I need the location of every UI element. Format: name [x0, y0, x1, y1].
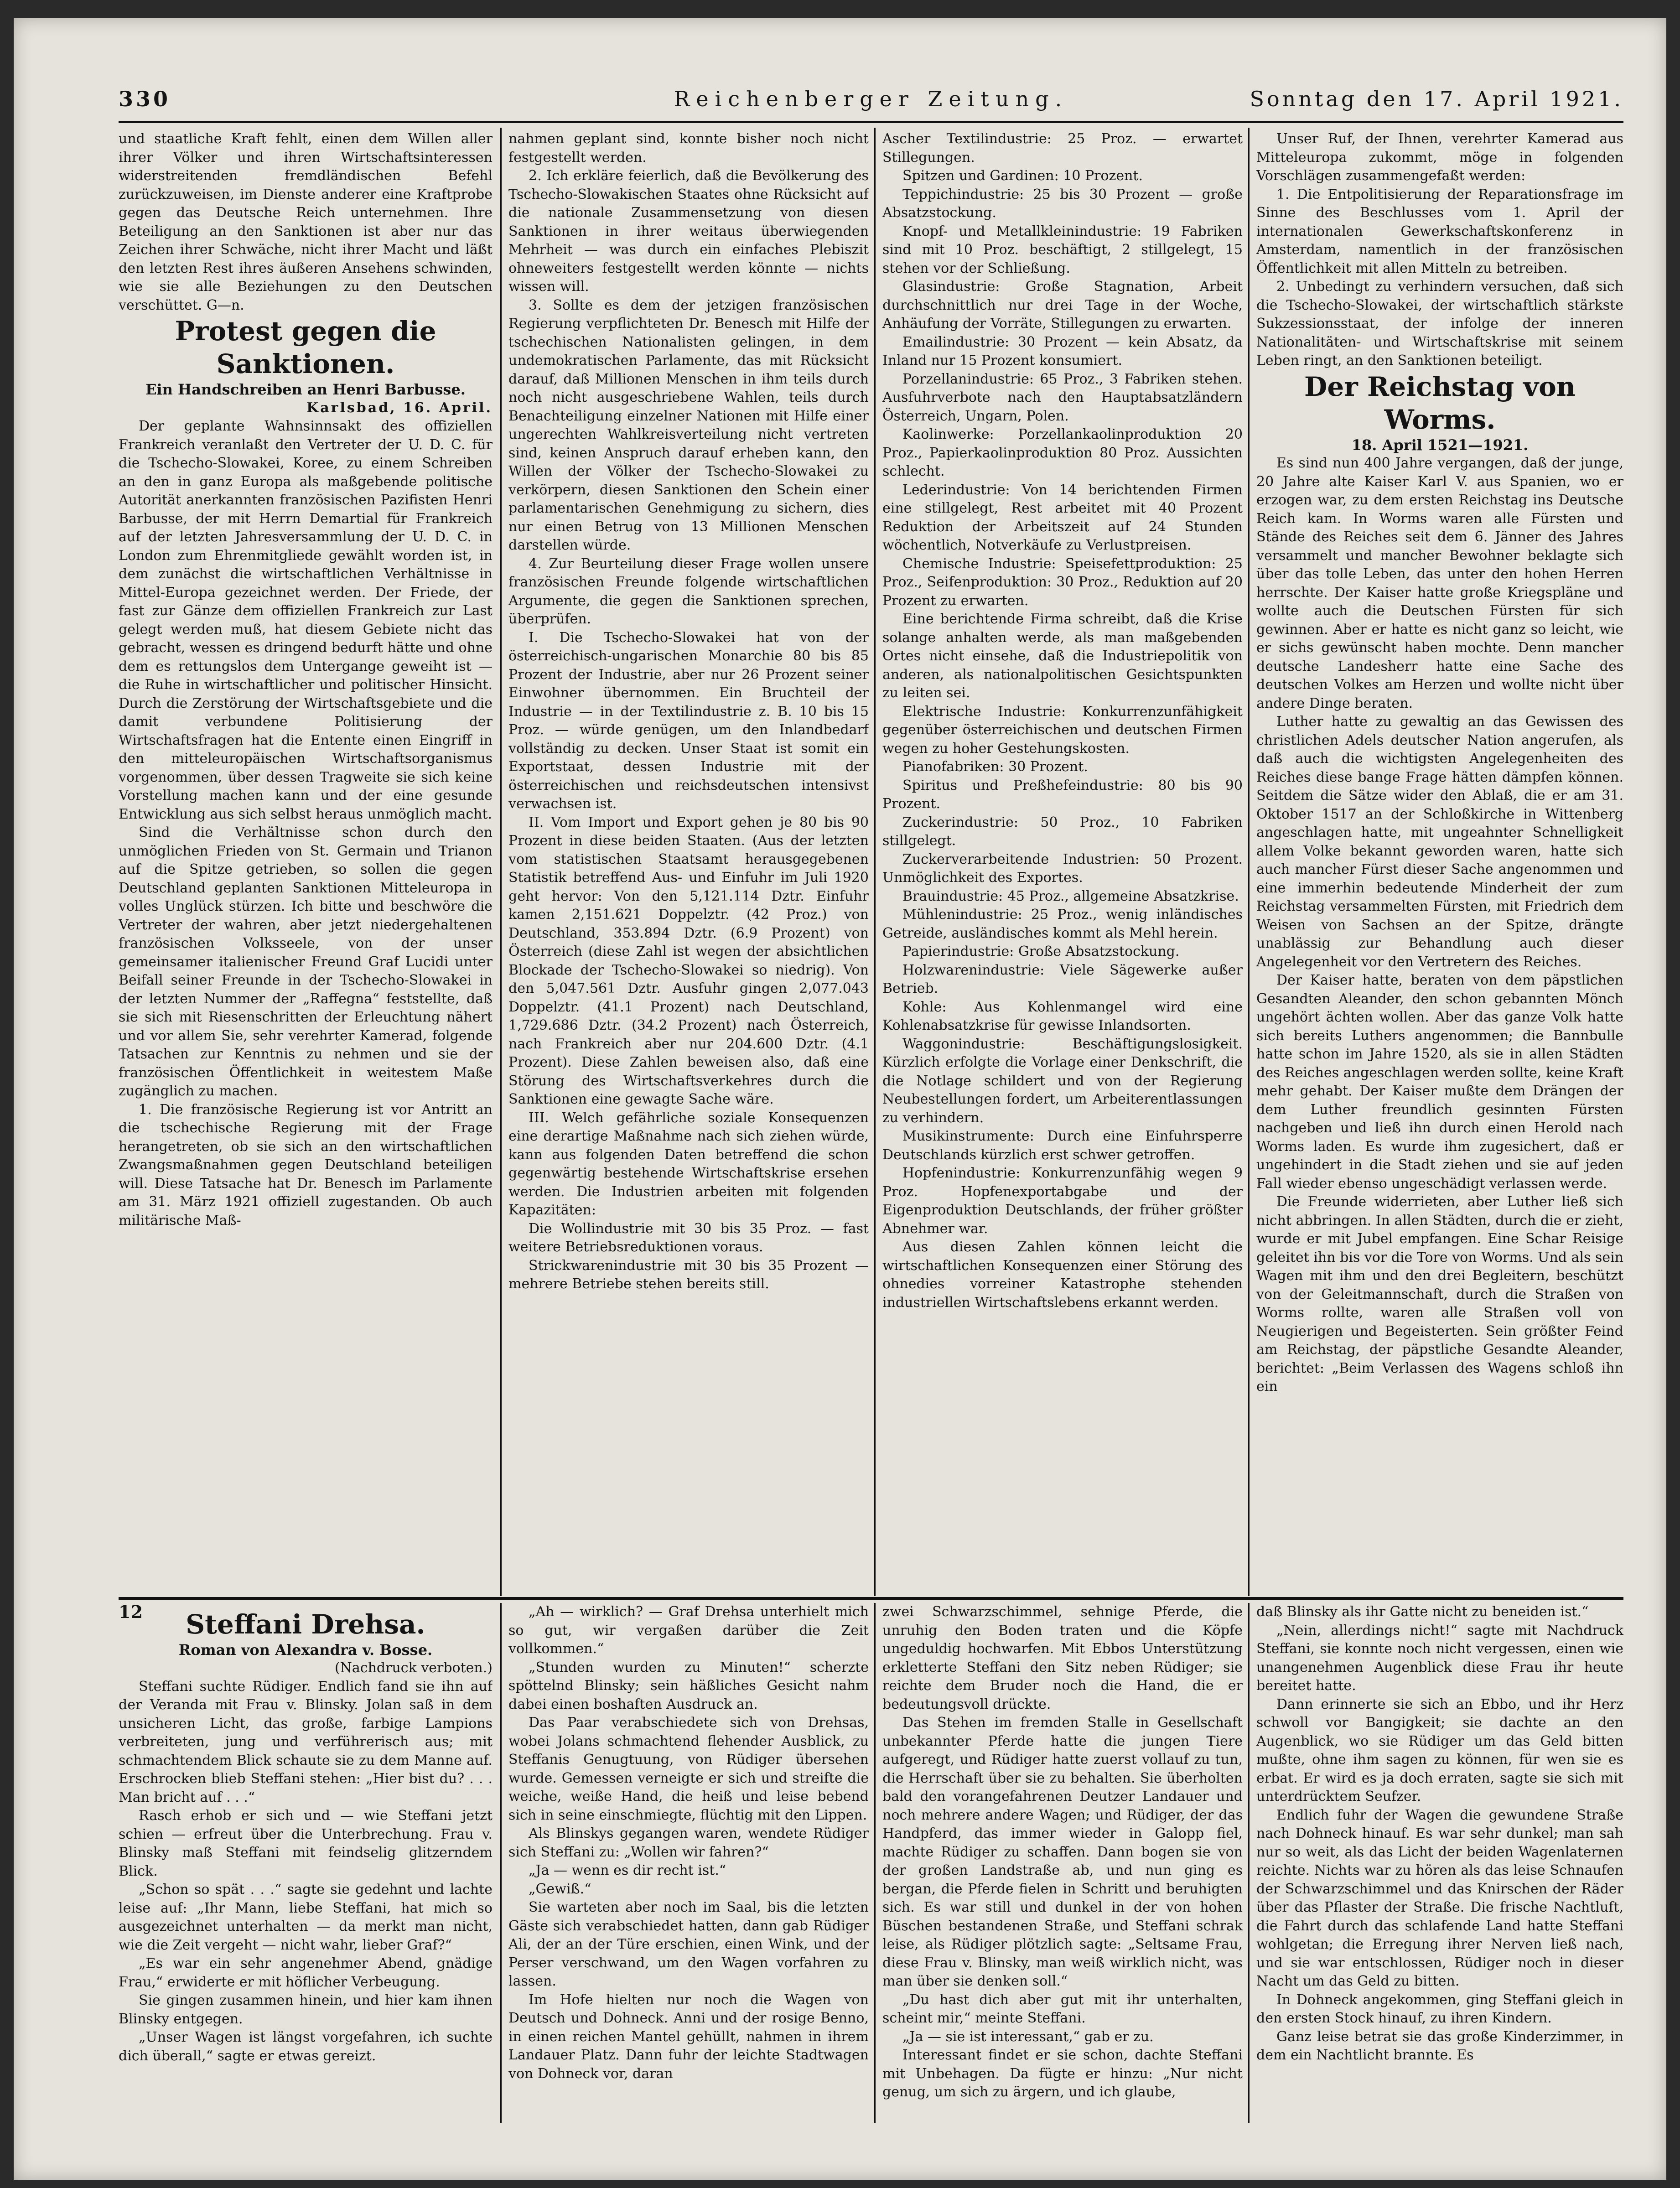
masthead-rule — [119, 121, 1623, 123]
article-paragraph: Teppichindustrie: 25 bis 30 Prozent — große Absatzstockung. — [882, 186, 1243, 221]
article-paragraph: Holzwarenindustrie: Viele Sägewerke außer Betrieb. — [882, 962, 1243, 996]
article-paragraph: nahmen geplant sind, konnte bisher noch nicht festgestellt werden. — [508, 131, 869, 166]
article-column-1 — [119, 130, 493, 1594]
article-paragraph: Kaolinwerke: Porzellankaolinproduktion 20 Proz., Papierkaolinproduktion 80 Proz. Aussichten schlecht. — [882, 426, 1243, 479]
feuilleton-rule — [119, 1597, 1623, 1600]
article-paragraph: Porzellanindustrie: 65 Proz., 3 Fabriken stehen. Ausfuhrverbote nach den Hauptabsatzländern Österreich, Ungarn, Polen. — [882, 371, 1243, 424]
article-column-3 — [882, 130, 1243, 1594]
article-paragraph: I. Die Tschecho-Slowakei hat von der österreichisch-ungarischen Monarchie 80 bis 85 Prozent der Industrie, aber nur 26 Prozent seiner Einwohner übernommen. Ein Bruchteil der Industrie — in der Textilindustrie z. B. 10 bis 15 Proz. — würde genügen, um den Inlandbedarf vollständig zu decken. Unser Staat ist somit ein Exportstaat, dessen Industrie mit der österreichischen und reichsdeutschen intensivst verwachsen ist. — [508, 629, 869, 812]
article-paragraph: 3. Sollte es dem der jetzigen französischen Regierung verpflichteten Dr. Benesch mit Hilfe der tschechischen Nationalisten gelingen, in dem undemokratischen Parlamente, das mit Rücksicht darauf, daß Millionen Menschen in ihm teils durch noch nicht ausgeschriebene Wahlen, teils durch Benachteiligung einzelner Nationen mit Hilfe einer ungerechten Wahlkreisverteilung nicht vertreten sind, keinen Anspruch darauf erheben kann, den Willen der Völker der Tschecho-Slowakei zu verkörpern, diesen Sanktionen den Schein einer parlamentarischen Genehmigung zu sichern, dies nur einen Betrug von 13 Millionen Menschen darstellen würde. — [508, 297, 869, 553]
novel-paragraph: Interessant findet er sie schon, dachte Steffani mit Unbehagen. Da fügte er hinzu: „Nur nicht genug, um sich zu ärgern, und ich glaube, — [882, 2047, 1243, 2100]
novel-paragraph: Sie warteten aber noch im Saal, bis die letzten Gäste sich verabschiedet hatten, dann gab Rüdiger Ali, der an der Türe erschien, einen Wink, und der Perser verschwand, um den Wagen vorfahren zu lassen. — [508, 1899, 869, 1989]
article-paragraph: Spitzen und Gardinen: 10 Prozent. — [902, 168, 1143, 184]
worms-heading: Der Reichstag von Worms. — [1304, 371, 1576, 435]
article-paragraph: III. Welch gefährliche soziale Konsequenzen eine derartige Maßnahme nach sich ziehen würde, kann aus folgenden Daten betreffend die schon gegenwärtig bestehende Wirtschaftskrise ersehen werden. Die Industrien arbeiten mit folgenden Kapazitäten: — [508, 1110, 869, 1218]
novel-paragraph: In Dohneck angekommen, ging Steffani gleich in den ersten Stock hinauf, zu ihren Kindern. — [1256, 1991, 1623, 2026]
article-paragraph: Musikinstrumente: Durch eine Einfuhrsperre Deutschlands kürzlich erst schwer getroffen. — [882, 1128, 1243, 1163]
article-paragraph: Knopf- und Metallkleinindustrie: 19 Fabriken sind mit 10 Proz. beschäftigt, 2 stillgelegt, 15 stehen vor der Schließung. — [882, 223, 1243, 276]
novel-column-1 — [119, 1603, 493, 2123]
newspaper-page — [14, 18, 1666, 2180]
novel-paragraph: Steffani suchte Rüdiger. Endlich fand sie ihn auf der Veranda mit Frau v. Blinsky. Jolan saß in dem unsicheren Licht, das große, farbige Lampions verbreiteten, jung und verführerisch aus; mit schmachtendem Blick schaute sie zu dem Manne auf. Erschrocken blieb Steffani stehen: „Hier bist du? . . . Man bricht auf . . .“ — [119, 1678, 493, 1805]
article-subheading: Ein Handschreiben an Henri Barbusse. — [145, 381, 466, 398]
article-paragraph: Lederindustrie: Von 14 berichtenden Firmen eine stillgelegt, Rest arbeitet mit 40 Prozent Reduktion der Arbeitszeit auf 24 Stunden wöchentlich, Notverkäufe zu Verlustpreisen. — [882, 482, 1243, 553]
article-heading: Protest gegen die Sanktionen. — [175, 316, 436, 379]
column-divider — [1248, 1603, 1250, 2123]
novel-subtitle: Roman von Alexandra v. Bosse. — [178, 1641, 433, 1659]
article-paragraph: Chemische Industrie: Speisefettproduktion: 25 Proz., Seifenproduktion: 30 Proz., Reduktion auf 20 Prozent zu erwarten. — [882, 555, 1243, 609]
column-intro-text: und staatliche Kraft fehlt, einen dem Willen aller ihrer Völker und ihren Wirtschaftsinteressen widerstreitenden fremdländischen Befehl zurückzuweisen, im Dienste anderer eine Kraftprobe gegen das Deutsche Reich unternehmen. Ihre Beteiligung an den Sanktionen ist aber nur das Zeichen ihrer Schwäche, nicht ihrer Macht und läßt den letzten Rest ihres äußeren Ansehens schwinden, wie sie alle Beziehungen zu den Deutschen verschüttet. G—n. — [119, 131, 493, 313]
novel-paragraph: Sie gingen zusammen hinein, und hier kam ihnen Blinsky entgegen. — [119, 1992, 493, 2027]
article-paragraph: Ascher Textilindustrie: 25 Proz. — erwartet Stillegungen. — [882, 131, 1243, 166]
novel-paragraph: Endlich fuhr der Wagen die gewundene Straße nach Dohneck hinauf. Es war sehr dunkel; man sah nur so weit, als das Licht der beiden Wagenlaternen reichte. Nichts war zu hören als das leise Schnaufen der Schwarzschimmel und das Knirschen der Räder über das Pflaster der Straße. Die frische Nachtluft, die Fahrt durch das schlafende Land hatte Steffani wohlgetan; die Erregung ihrer Nerven ließ nach, und sie war entschlossen, Rüdiger noch in dieser Nacht um das Geld zu bitten. — [1256, 1807, 1623, 1989]
issue-date: Sonntag den 17. April 1921. — [1250, 87, 1623, 111]
novel-paragraph: Das Stehen im fremden Stalle in Gesellschaft unbekannter Pferde hatte die jungen Tiere aufgeregt, und Rüdiger hatte zuerst vollauf zu tun, die Herrschaft über sie zu behalten. Sie überholten bald den vorangefahrenen Deutzer Landauer und noch mehrere andere Wagen; und Rüdiger, der das Handpferd, das immer wieder in Galopp fiel, machte Rüdiger zu schaffen. Dann bogen sie von der großen Landstraße ab, und nun ging es bergan, die Pferde fielen in Schritt und beruhigten sich. Es war still und dunkel in der von hohen Büschen bestandenen Straße, und Steffani schrak leise, als Rüdiger plötzlich sagte: „Seltsame Frau, diese Frau v. Blinsky, man weiß wirklich nicht, was man über sie denken soll.“ — [882, 1715, 1243, 1989]
article-paragraph: 2. Unbedingt zu verhindern versuchen, daß sich die Tschecho-Slowakei, der wirtschaftlich stärkste Sukzessionsstaat, der infolge der inneren Nationalitäten- und Wirtschaftskrise mit seinem Leben ringt, an den Sanktionen beteiligt. — [1256, 279, 1623, 368]
article-paragraph: Hopfenindustrie: Konkurrenzunfähig wegen 9 Proz. Hopfenexportabgabe und der Eigenproduktion Deutschlands, der früher größter Abnehmer war. — [882, 1165, 1243, 1237]
novel-paragraph: „Ja — wenn es dir recht ist.“ — [529, 1862, 726, 1878]
article-paragraph: Kohle: Aus Kohlenmangel wird eine Kohlenabsatzkrise für gewisse Inlandsorten. — [882, 999, 1243, 1033]
article-paragraph: Zuckerverarbeitende Industrien: 50 Prozent. Unmöglichkeit des Exportes. — [882, 851, 1243, 886]
novel-paragraph: Das Paar verabschiedete sich von Drehsas, wobei Jolans schmachtend flehender Ausblick, zu Steffanis Genugtuung, von Rüdiger übersehen wurde. Gemessen verneigte er sich und streifte die weiche, weiße Hand, die heiß und leise bebend sich in seine einschmiegte, flüchtig mit den Lippen. — [508, 1715, 869, 1823]
novel-column-3 — [882, 1603, 1243, 2123]
article-paragraph: Unser Ruf, der Ihnen, verehrter Kamerad aus Mitteleuropa zukommt, möge in folgenden Vorschlägen zusammengefaßt werden: — [1256, 131, 1623, 184]
article-paragraph: Elektrische Industrie: Konkurrenzunfähigkeit gegenüber österreichischen und deutschen Firmen wegen zu hoher Gestehungskosten. — [882, 703, 1243, 757]
article-paragraph: Zuckerindustrie: 50 Proz., 10 Fabriken stillgelegt. — [882, 814, 1243, 849]
column-divider — [874, 1603, 876, 2123]
novel-paragraph: „Stunden wurden zu Minuten!“ scherzte spöttelnd Blinsky; sein häßliches Gesicht nahm dabei einen boshaften Ausdruck an. — [508, 1659, 869, 1712]
article-column-2 — [508, 130, 869, 1594]
article-paragraph: 1. Die Entpolitisierung der Reparationsfrage im Sinne des Beschlusses vom 1. April der internationalen Gewerkschaftskonferenz in Amsterdam, namentlich in der französischen Öffentlichkeit mit allen Mitteln zu betreiben. — [1256, 186, 1623, 276]
article-column-4 — [1256, 130, 1623, 1594]
reprint-note: (Nachdruck verboten.) — [334, 1660, 493, 1676]
column-divider — [500, 128, 502, 1596]
masthead — [119, 87, 1623, 119]
column-divider — [500, 1603, 502, 2123]
novel-paragraph: „Ja — sie ist interessant,“ gab er zu. — [902, 2028, 1154, 2045]
article-paragraph: Der Kaiser hatte, beraten von dem päpstlichen Gesandten Aleander, den schon gebannten Mönch ungehört ächten wollen. Aber das ganze Volk hatte sich bereits Luthers angenommen; die Bannbulle hatte schon im Jahre 1520, als sie in allen Städten des Reiches angeschlagen werden sollte, keine Kraft mehr gehabt. Der Kaiser mußte dem Drängen der dem Luther freundlich gesinnten Fürsten nachgeben und ließ ihn durch einen Herold nach Worms laden. Es wurde ihm zugesichert, daß er ungehindert in die Stadt ziehen und sie auf jeden Fall wieder ebenso ungeschädigt verlassen werde. — [1256, 972, 1623, 1192]
article-paragraph: Waggonindustrie: Beschäftigungslosigkeit. Kürzlich erfolgte die Vorlage einer Denkschrift, die die Notlage schildert und von der Regierung Neubestellungen fordert, um Arbeiterentlassungen zu verhindern. — [882, 1036, 1243, 1126]
novel-paragraph: Im Hofe hielten nur noch die Wagen von Deutsch und Dohneck. Anni und der rosige Benno, in einen reichen Mantel gehüllt, nahmen in ihrem Landauer Platz. Dann fuhr der leichte Stadtwagen von Dohneck vor, daran — [508, 1991, 869, 2082]
novel-paragraph: „Du hast dich aber gut mit ihr unterhalten, scheint mir,“ meinte Steffani. — [882, 1991, 1243, 2026]
novel-title: Steffani Drehsa. — [186, 1608, 425, 1640]
article-paragraph: Glasindustrie: Große Stagnation, Arbeit durchschnittlich nur drei Tage in der Woche, Anhäufung der Vorräte, Stillegungen zu erwarten. — [882, 279, 1243, 332]
novel-column-4 — [1256, 1603, 1623, 2123]
novel-paragraph: „Nein, allerdings nicht!“ sagte mit Nachdruck Steffani, sie konnte noch nicht vergessen, einen wie unangenehmen Augenblick diese Frau ihr heute bereitet hatte. — [1256, 1622, 1623, 1694]
article-paragraph: Strickwarenindustrie mit 30 bis 35 Prozent — mehrere Betriebe stehen bereits still. — [508, 1257, 869, 1292]
novel-paragraph: Dann erinnerte sie sich an Ebbo, und ihr Herz schwoll vor Bangigkeit; sie dachte an den Augenblick, wo sie Rüdiger um das Geld bitten mußte, ohne ihm sagen zu können, für wen sie es erbat. Er wird es ja doch erraten, sagte sie sich mit unterdrücktem Seufzer. — [1256, 1696, 1623, 1804]
article-paragraph: Papierindustrie: Große Absatzstockung. — [902, 944, 1180, 959]
article-paragraph: 4. Zur Beurteilung dieser Frage wollen unsere französischen Freunde folgende wirtschaftlichen Argumente, die gegen die Sanktionen sprechen, überprüfen. — [508, 555, 869, 627]
newspaper-title: Reichenberger Zeitung. — [674, 87, 1068, 111]
article-paragraph: 2. Ich erkläre feierlich, daß die Bevölkerung des Tschecho-Slowakischen Staates ohne Rücksicht auf die nationale Zusammensetzung von diesen Sanktionen in ihrer weitaus überwiegenden Mehrheit — was durch ein einfaches Plebiszit ohneweiters festgestellt werden könnte — nichts wissen will. — [508, 168, 869, 295]
novel-paragraph: Rasch erhob er sich und — wie Steffani jetzt schien — erfreut über die Unterbrechung. Frau v. Blinsky maß Steffani mit feindselig glitzerndem Blick. — [119, 1808, 493, 1879]
novel-paragraph: „Unser Wagen ist längst vorgefahren, ich suchte dich überall,“ sagte er etwas gereizt. — [119, 2029, 493, 2064]
column-divider — [874, 128, 876, 1596]
novel-paragraph: Ganz leise betrat sie das große Kinderzimmer, in dem ein Nachtlicht brannte. Es — [1256, 2028, 1623, 2063]
novel-paragraph: daß Blinsky als ihr Gatte nicht zu beneiden ist.“ — [1256, 1604, 1589, 1620]
worms-dateline: 18. April 1521—1921. — [1351, 436, 1529, 454]
article-paragraph: Mühlenindustrie: 25 Proz., wenig inländisches Getreide, ausländisches kommt als Mehl herein. — [882, 907, 1243, 941]
article-paragraph: Aus diesen Zahlen können leicht die wirtschaftlichen Konsequenzen einer Störung des ohnedies vorreiner Katastrophe stehenden industriellen Wirtschaftslebens erkannt werden. — [882, 1239, 1243, 1311]
article-paragraph: Luther hatte zu gewaltig an das Gewissen des christlichen Adels deutscher Nation angerufen, als daß auch die wichtigsten Angelegenheiten des Reiches diese bange Frage hätten dämpfen können. Seitdem die Sätze wider den Ablaß, die er am 31. Oktober 1517 an der Schloßkirche in Wittenberg angeschlagen hatte, mit ungeahnter Schnelligkeit allem Volke bekannt geworden waren, hatte sich auch mancher Fürst dieser Sache angenommen und eine immerhin bedeutende Minderheit der zum Reichstag versammelten Fürsten, mit Friedrich dem Weisen von Sachsen an der Spitze, drängte unablässig zur Behandlung auch dieser Angelegenheit vor den Vertretern des Reiches. — [1256, 714, 1623, 970]
page-number: 330 — [119, 87, 171, 111]
article-paragraph: Emailindustrie: 30 Prozent — kein Absatz, da Inland nur 15 Prozent konsumiert. — [882, 334, 1243, 368]
article-paragraph: Die Freunde widerrieten, aber Luther ließ sich nicht abbringen. In allen Städten, durch die er zieht, wurde er mit Jubel empfangen. Eine Schar Reisige geleitet ihn bis vor die Tore von Worms. Und als sein Wagen mit ihm und den drei Begleitern, beschützt von der Geleitmannschaft, durch die Straßen von Worms rollte, waren alle Straßen voll von Neugierigen und Begeisterten. Sein größter Feind am Reichstag, der päpstliche Gesandte Aleander, berichtet: „Beim Verlassen des Wagens schloß ihn ein — [1256, 1194, 1623, 1395]
article-paragraph: Sind die Verhältnisse schon durch den unmöglichen Frieden von St. Germain und Trianon auf die Spitze getrieben, so sollen die gegen Deutschland geplanten Sanktionen Mitteleuropa in volles Unglück stürzen. Ich bitte und beschwöre die Vertreter der wahren, aber jetzt niedergehaltenen französischen Volksseele, von der unser gemeinsamer italienischer Freund Graf Lucidi unter Beifall seiner Freunde in der Tschecho-Slowakei in der letzten Nummer der „Raffegna“ feststellte, daß sie sich mit Riesenschritten der Erleuchtung nähert und vor allem Sie, sehr verehrter Kamerad, folgende Tatsachen zur Kenntnis zu nehmen und sie der französischen Öffentlichkeit in weitestem Maße zugänglich zu machen. — [119, 824, 493, 1099]
novel-paragraph: „Ah — wirklich? — Graf Drehsa unterhielt mich so gut, wir vergaßen darüber die Zeit vollkommen.“ — [508, 1604, 869, 1657]
article-paragraph: Es sind nun 400 Jahre vergangen, daß der junge, 20 Jahre alte Kaiser Karl V. aus Spanien, wo er erzogen war, zu dem ersten Reichstag ins Deutsche Reich kam. In Worms waren alle Fürsten und Stände des Reiches seit dem 6. Jänner des Jahres versammelt und mancher Bewohner beklagte sich über das tolle Leben, das unter den hohen Herren herrschte. Der Kaiser hatte große Kriegspläne und wollte auch die Deutschen Fürsten für sich gewinnen. Aber er hatte es nicht ganz so leicht, wie er sichs gewünscht haben mochte. Denn mancher deutsche Landesherr hatte eine Sache des deutschen Volkes am Herzen und wollte nicht über andere Dinge beraten. — [1256, 455, 1623, 711]
novel-paragraph: „Gewiß.“ — [529, 1881, 591, 1897]
novel-paragraph: zwei Schwarzschimmel, sehnige Pferde, die unruhig den Boden traten und die Köpfe ungeduldig hochwarfen. Mit Ebbos Unterstützung erkletterte Steffani den Sitz neben Rüdiger; sie reichte dem Bruder noch die Hand, die er bedeutungsvoll drückte. — [882, 1604, 1243, 1712]
article-dateline: Karlsbad, 16. April. — [306, 399, 493, 416]
article-paragraph: Die Wollindustrie mit 30 bis 35 Proz. — fast weitere Betriebsreduktionen voraus. — [508, 1220, 869, 1255]
article-paragraph: Brauindustrie: 45 Proz., allgemeine Absatzkrise. — [902, 888, 1239, 904]
novel-paragraph: „Schon so spät . . .“ sagte sie gedehnt und lachte leise auf: „Ihr Mann, liebe Steffani, hat mich so ausgezeichnet unterhalten — da merkt man nicht, wie die Zeit vergeht — nicht wahr, lieber Graf?“ — [119, 1882, 493, 1953]
article-paragraph: Eine berichtende Firma schreibt, daß die Krise solange anhalten werde, als man maßgebenden Ortes nicht einsehe, daß die Industriepolitik von anderen, als nationalpolitischen Gesichtspunkten zu leiten sei. — [882, 611, 1243, 701]
novel-paragraph: Als Blinskys gegangen waren, wendete Rüdiger sich Steffani zu: „Wollen wir fahren?“ — [508, 1825, 869, 1860]
article-paragraph: Spiritus und Preßhefeindustrie: 80 bis 90 Prozent. — [882, 777, 1243, 812]
article-paragraph: Der geplante Wahnsinnsakt des offiziellen Frankreich veranlaßt den Vertreter der U. D. C. für die Tschecho-Slowakei, Koree, zu einem Schreiben an den in ganz Europa als maßgebende politische Autorität anerkannten französischen Pazifisten Henri Barbusse, der mit Herrn Demartial für Frankreich auf der letzten Jahresversammlung der U. D. C. in London zum Ehrenmitgliede gewählt worden ist, in dem zunächst die wirtschaftlichen Verhältnisse in Mittel-Europa gezeichnet werden. Der Friede, der fast zur Gänze dem offiziellen Frankreich zur Last gelegt werden muß, hat diesem Gebiete nicht das gebracht, wessen es dringend bedurft hätte und ohne dem es rettungslos dem Untergange geweiht ist — die Ruhe in wirtschaftlicher und politischer Hinsicht. Durch die Zerstörung der Wirtschaftsgebiete und die damit verbundene Politisierung der Wirtschaftsfragen hat die Entente einen Eingriff in den mitteleuropäischen Wirtschaftsorganismus vorgenommen, über dessen Tragweite sie sich keine Vorstellung machen kann und der eine gesunde Entwicklung aus sich selbst heraus unmöglich macht. — [119, 418, 493, 822]
novel-installment-number: 12 — [119, 1603, 143, 1622]
novel-column-2 — [508, 1603, 869, 2123]
article-paragraph: 1. Die französische Regierung ist vor Antritt an die tschechische Regierung mit der Frage herangetreten, ob sie sich an den wirtschaftlichen Zwangsmaßnahmen gegen Deutschland beteiligen will. Diese Tatsache hat Dr. Benesch im Parlamente am 31. März 1921 offiziell zugestanden. Ob auch militärische Maß- — [119, 1101, 493, 1229]
article-paragraph: Pianofabriken: 30 Prozent. — [902, 759, 1088, 775]
novel-paragraph: „Es war ein sehr angenehmer Abend, gnädige Frau,“ erwiderte er mit höflicher Verbeugung. — [119, 1955, 493, 1990]
article-paragraph: II. Vom Import und Export gehen je 80 bis 90 Prozent in diese beiden Staaten. (Aus der letzten vom statistischen Staatsamt herausgegebenen Statistik betreffend Aus- und Einfuhr im Juli 1920 geht hervor: Von den 5,121.114 Dztr. Einfuhr kamen 2,151.621 Doppelztr. (42 Proz.) von Deutschland, 353.894 Dztr. (6.9 Prozent) von Österreich (diese Zahl ist wegen der absichtlichen Blockade der Tschecho-Slowakei so niedrig). Von den 5,047.561 Dztr. Ausfuhr gingen 2,077.043 Doppelztr. (41.1 Prozent) nach Deutschland, 1,729.686 Dztr. (34.2 Prozent) nach Österreich, nach Frankreich aber nur 204.600 Dztr. (4.1 Prozent). Diese Zahlen beweisen also, daß eine Störung des Wirtschaftsverkehres durch die Sanktionen eine gewagte Sache wäre. — [508, 814, 869, 1107]
column-divider — [1248, 128, 1250, 1596]
